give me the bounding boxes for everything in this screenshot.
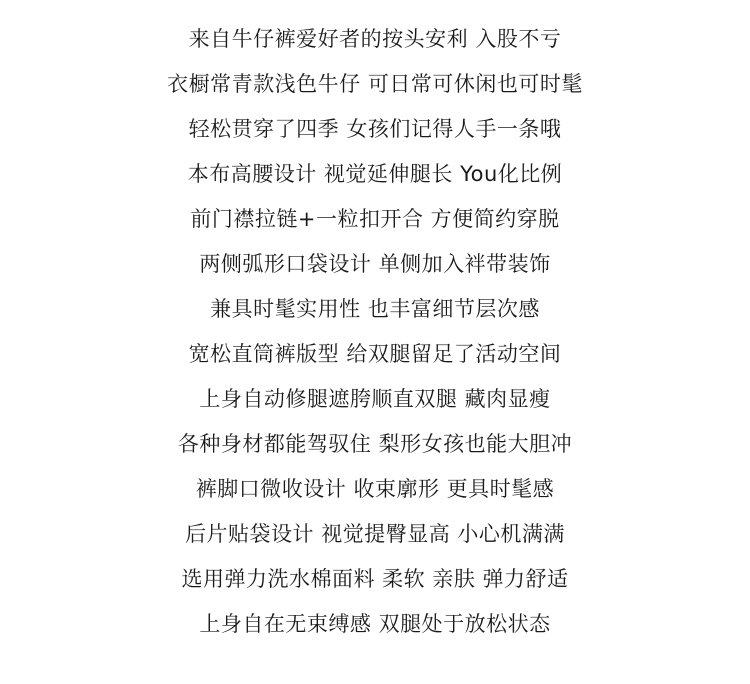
description-line: 各种身材都能驾驭住 梨形女孩也能大胆冲: [177, 432, 573, 456]
description-line: 来自牛仔裤爱好者的按头安利 入股不亏: [188, 27, 562, 51]
description-line: 裤脚口微收设计 收束廓形 更具时髦感: [195, 477, 555, 501]
description-line: 后片贴袋设计 视觉提臀显高 小心机满满: [185, 522, 565, 546]
description-line: 选用弹力洗水棉面料 柔软 亲肤 弹力舒适: [181, 567, 569, 591]
description-line: 本布高腰设计 视觉延伸腿长 You化比例: [187, 162, 563, 186]
description-line: 轻松贯穿了四季 女孩们记得人手一条哦: [188, 117, 562, 141]
description-line: 上身自在无束缚感 双腿处于放松状态: [199, 612, 551, 636]
product-description: [0, 17, 750, 647]
description-line: 衣橱常青款浅色牛仔 可日常可休闲也可时髦: [167, 72, 583, 96]
description-line: 上身自动修腿遮胯顺直双腿 藏肉显瘦: [199, 387, 551, 411]
description-line: 兼具时髦实用性 也丰富细节层次感: [210, 297, 540, 321]
description-line: 前门襟拉链+一粒扣开合 方便简约穿脱: [190, 207, 560, 231]
description-line: 两侧弧形口袋设计 单侧加入袢带装饰: [199, 252, 551, 276]
description-line: 宽松直筒裤版型 给双腿留足了活动空间: [188, 342, 562, 366]
